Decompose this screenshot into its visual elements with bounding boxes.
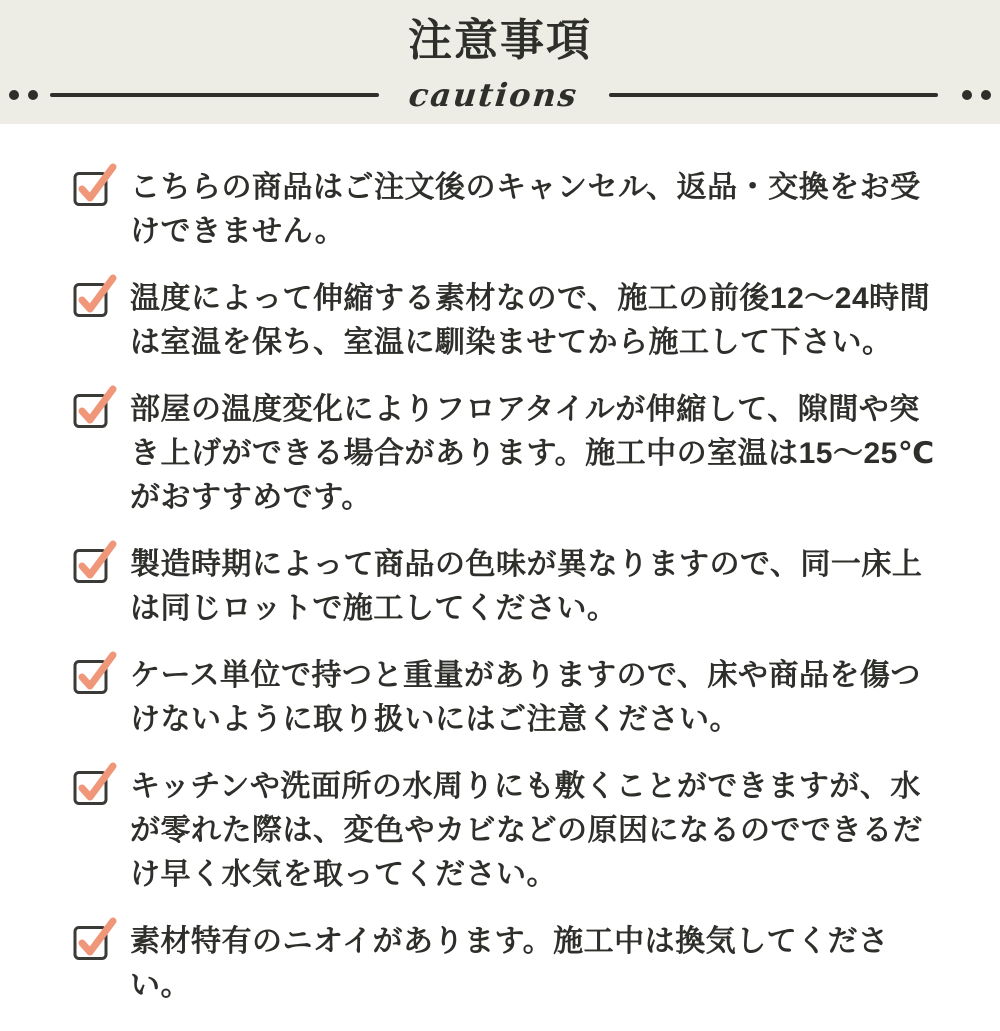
header xyxy=(0,0,1000,124)
caution-text: 温度によって伸縮する素材なので、施工の前後12〜24時間は室温を保ち、室温に馴染ませてから施工して下さい。 xyxy=(130,282,931,359)
caution-item xyxy=(72,920,936,1008)
checked-checkbox-icon xyxy=(72,161,118,207)
caution-text: 部屋の温度変化によりフロアタイルが伸縮して、隙間や突き上げができる場合があります。施工中の室温は15〜25℃がおすすめです。 xyxy=(130,393,935,514)
caution-text: ケース単位で持つと重量がありますので、床や商品を傷つけないように取り扱いにはご注意ください。 xyxy=(130,659,921,736)
divider-dot xyxy=(981,90,991,100)
checked-checkbox-icon xyxy=(72,383,118,429)
divider-dot xyxy=(962,90,972,100)
caution-text: 素材特有のニオイがあります。施工中は換気してください。 xyxy=(130,925,889,1002)
divider-line xyxy=(50,93,379,97)
caution-text: こちらの商品はご注文後のキャンセル、返品・交換をお受けできません。 xyxy=(130,171,921,248)
checked-checkbox-icon xyxy=(72,760,118,806)
caution-text: キッチンや洗面所の水周りにも敷くことができますが、水が零れた際は、変色やカビなどの原因になるのでできるだけ早く水気を取ってください。 xyxy=(130,770,923,891)
subtitle: cautions xyxy=(407,76,581,114)
caution-item xyxy=(72,388,936,520)
divider-line xyxy=(609,93,938,97)
checked-checkbox-icon xyxy=(72,649,118,695)
page-title: 注意事項 xyxy=(408,16,592,65)
checked-checkbox-icon xyxy=(72,538,118,584)
checked-checkbox-icon xyxy=(72,272,118,318)
checked-checkbox-icon xyxy=(72,915,118,961)
caution-item xyxy=(72,277,936,365)
divider-dot xyxy=(28,90,38,100)
caution-text: 製造時期によって商品の色味が異なりますので、同一床上は同じロットで施工してください。 xyxy=(130,548,923,625)
divider-dot xyxy=(9,90,19,100)
caution-item xyxy=(72,543,936,631)
caution-item xyxy=(72,765,936,897)
title-divider xyxy=(0,74,1000,116)
caution-item xyxy=(72,166,936,254)
caution-item xyxy=(72,654,936,742)
cautions-list xyxy=(0,124,1000,1031)
